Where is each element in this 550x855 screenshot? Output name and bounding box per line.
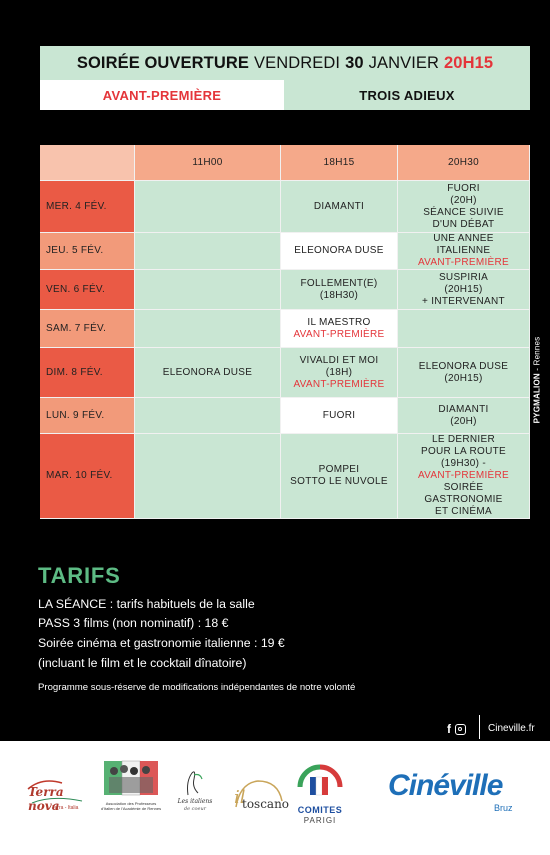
opening-title-daynum: 30 <box>345 53 364 72</box>
schedule-row <box>40 398 530 434</box>
cineville-name: Cinéville <box>388 769 503 802</box>
opening-title <box>40 46 530 80</box>
screening-cell <box>135 434 281 519</box>
screening-text: (20H) <box>450 415 477 427</box>
schedule-row <box>40 270 530 310</box>
schedule-corner <box>40 145 135 181</box>
schedule-header-row <box>40 145 530 181</box>
italiens-tagline: de coeur <box>183 806 207 812</box>
photo-credit <box>533 337 542 424</box>
opening-film: TROIS ADIEUX <box>284 80 530 110</box>
time-header: 20H30 <box>398 145 530 181</box>
screening-text: SÉANCE SUIVIE <box>423 206 504 218</box>
day-cell: VEN. 6 FÉV. <box>40 270 135 310</box>
schedule-row <box>40 434 530 519</box>
tarif-line: LA SÉANCE : tarifs habituels de la salle <box>38 597 255 611</box>
screening-cell <box>398 434 530 519</box>
day-cell: LUN. 9 FÉV. <box>40 398 135 434</box>
screening-cell <box>135 310 281 348</box>
screening-cell <box>135 181 281 233</box>
screening-text: ITALIENNE <box>436 245 491 256</box>
screening-text: ET CINÉMA <box>435 506 492 517</box>
schedule-row <box>40 181 530 233</box>
credit-rest: - Rennes <box>532 336 542 374</box>
avant-premiere-label: AVANT-PREMIÈRE <box>293 378 385 390</box>
opening-title-month: JANVIER <box>368 53 440 72</box>
avant-premiere-label: AVANT-PREMIÈRE <box>293 328 385 340</box>
social-links <box>447 722 466 736</box>
screening-text: (18H30) <box>319 289 359 301</box>
screening-text: FUORI <box>447 182 480 194</box>
screening-cell <box>135 398 281 434</box>
screening-cell <box>281 270 398 310</box>
screening-text: (18H) <box>325 366 353 378</box>
screening-text: (20H) <box>450 194 477 206</box>
facebook-icon[interactable]: f <box>447 722 451 736</box>
opening-row <box>40 80 530 110</box>
screening-text: D'UN DÉBAT <box>432 218 495 230</box>
opening-avant-premiere: AVANT-PREMIÈRE <box>40 80 284 110</box>
screening-text: FUORI <box>322 409 356 421</box>
comites-parigi-logo <box>290 763 350 827</box>
screening-text: (20H15) <box>444 372 483 384</box>
day-cell: MAR. 10 FÉV. <box>40 434 135 519</box>
disclaimer-note: Programme sous-réserve de modifications indépendantes de notre volonté <box>38 682 356 693</box>
screening-cell <box>398 310 530 348</box>
toscano-prefix: il <box>234 787 246 808</box>
aiprl-line2: d'Italien de l'Académie de Rennes <box>100 806 162 811</box>
screening-cell <box>281 181 398 233</box>
screening-text: SOIRÉE <box>443 482 484 493</box>
day-cell: MER. 4 FÉV. <box>40 181 135 233</box>
terra-nova-logo <box>22 759 92 819</box>
opening-banner <box>40 46 530 110</box>
screening-text: FOLLEMENT(E) <box>300 277 378 289</box>
comites-name: COMITES <box>297 805 343 815</box>
screening-text: IL MAESTRO <box>307 316 371 328</box>
screening-text: DIAMANTI <box>438 403 489 415</box>
schedule-row <box>40 310 530 348</box>
screening-text: (20H15) <box>444 283 483 295</box>
day-cell: JEU. 5 FÉV. <box>40 233 135 270</box>
screening-cell <box>135 233 281 270</box>
italiens-de-coeur-logo <box>168 767 222 823</box>
screening-text: LE DERNIER <box>431 434 495 445</box>
screening-text: ELEONORA DUSE <box>294 245 384 256</box>
tarif-line: (incluant le film et le cocktail dînatoire) <box>38 656 247 670</box>
aiprl-logo <box>102 757 160 821</box>
il-toscano-logo <box>228 777 290 817</box>
screening-cell <box>398 181 530 233</box>
website-link[interactable]: Cineville.fr <box>488 723 535 734</box>
screening-text: + INTERVENANT <box>422 295 505 307</box>
screening-cell <box>398 348 530 398</box>
schedule-row <box>40 348 530 398</box>
terra-nova-name: Terra nova <box>28 785 64 813</box>
screening-cell <box>281 398 398 434</box>
screening-text: POUR LA ROUTE <box>420 446 507 457</box>
cineville-logo <box>388 769 533 819</box>
schedule-row <box>40 233 530 270</box>
screening-text: SOTTO LE NUVOLE <box>290 476 388 487</box>
screening-cell <box>398 398 530 434</box>
terra-nova-tagline: Terra - Italia <box>52 805 79 811</box>
screening-cell <box>281 233 398 270</box>
day-cell: DIM. 8 FÉV. <box>40 348 135 398</box>
tarif-line: Soirée cinéma et gastronomie italienne : 19 € <box>38 636 285 650</box>
credit-bold: PYGMALION <box>532 373 542 424</box>
screening-text: DIAMANTI <box>313 200 365 212</box>
italiens-name: Les italiens <box>177 798 213 805</box>
screening-text: ELEONORA DUSE <box>418 360 509 372</box>
screening-cell <box>281 310 398 348</box>
day-cell: SAM. 7 FÉV. <box>40 310 135 348</box>
cineville-city: Bruz <box>494 803 513 813</box>
screening-text: VIVALDI ET MOI <box>299 354 379 366</box>
social-divider <box>479 715 480 739</box>
screening-text: GASTRONOMIE <box>424 494 503 505</box>
tarif-line: PASS 3 films (non nominatif) : 18 € <box>38 616 229 630</box>
schedule-table <box>40 145 530 519</box>
time-header: 18H15 <box>281 145 398 181</box>
opening-title-time: 20H15 <box>444 53 494 72</box>
screening-cell <box>398 270 530 310</box>
opening-title-weekday: VENDREDI <box>253 53 341 72</box>
screening-text: SUSPIRIA <box>438 271 489 283</box>
tarifs-title: TARIFS <box>38 563 121 588</box>
screening-cell <box>135 348 281 398</box>
screening-cell <box>135 270 281 310</box>
avant-premiere-label: AVANT-PREMIÈRE <box>417 470 510 481</box>
comites-city: PARIGI <box>303 816 337 825</box>
aiprl-line1: Association des Professeurs <box>105 801 157 806</box>
screening-text: UNE ANNEE <box>433 233 494 244</box>
screening-text: (19H30) - <box>441 458 486 469</box>
screening-cell <box>398 233 530 270</box>
toscano-name: toscano <box>242 797 290 811</box>
partners-footer <box>0 741 550 855</box>
opening-title-main: SOIRÉE OUVERTURE <box>76 53 249 72</box>
screening-cell <box>281 348 398 398</box>
screening-cell <box>281 434 398 519</box>
screening-text: ELEONORA DUSE <box>162 366 253 378</box>
screening-text: POMPEI <box>318 464 360 475</box>
avant-premiere-label: AVANT-PREMIÈRE <box>417 257 510 268</box>
instagram-icon[interactable] <box>455 724 466 735</box>
time-header: 11H00 <box>135 145 281 181</box>
